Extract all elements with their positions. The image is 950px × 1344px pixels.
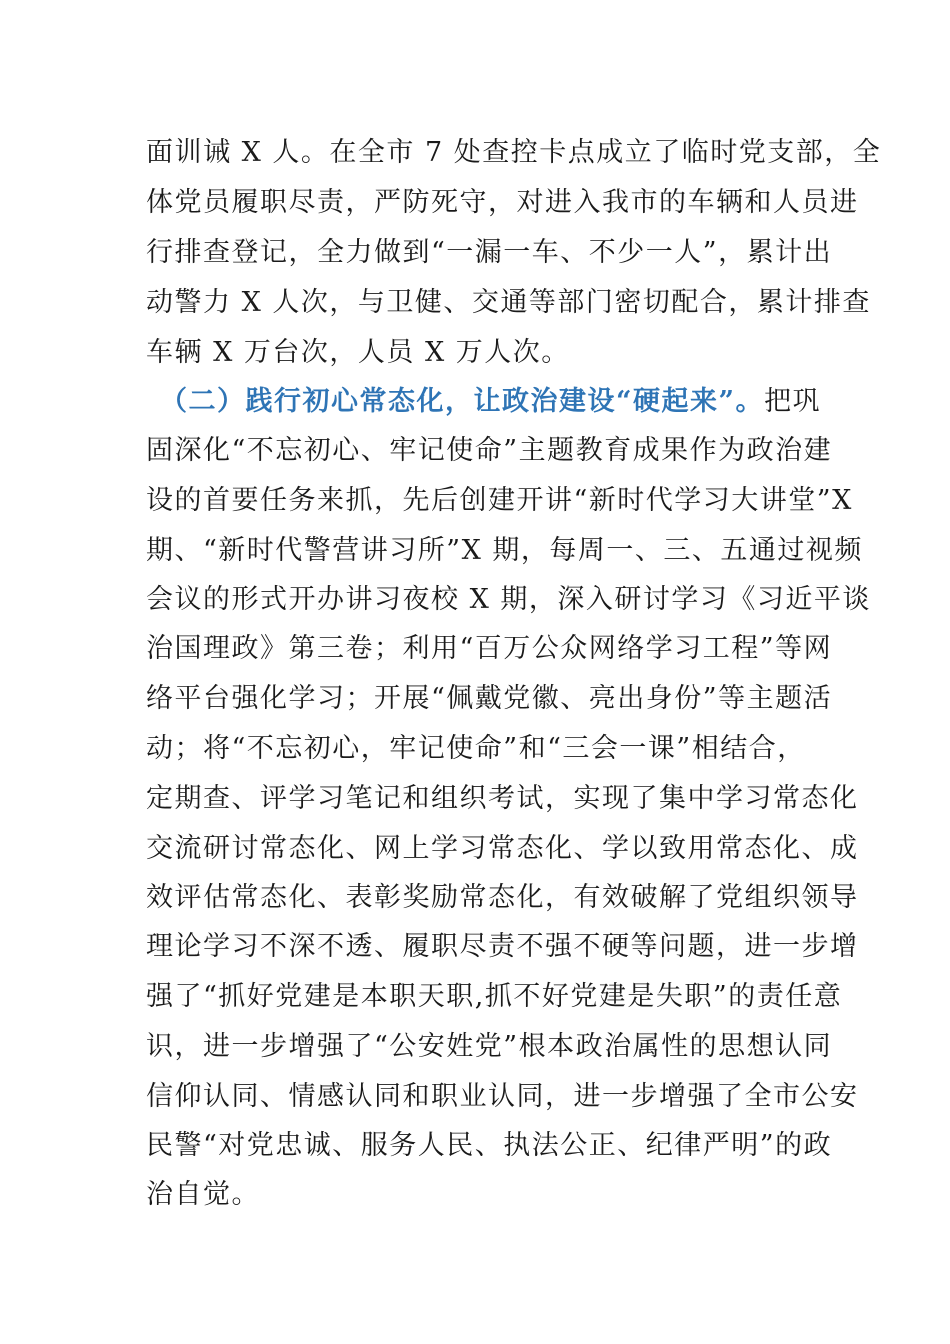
paragraph-line: 定期查、评学习笔记和组织考试，实现了集中学习常态化	[146, 783, 859, 814]
section-heading-line	[160, 377, 821, 427]
paragraph-line: 面训诫 X 人。在全市 7 处查控卡点成立了临时党支部，全	[146, 137, 882, 168]
paragraph-line: 治国理政》第三卷；利用“百万公众网络学习工程”等网	[146, 633, 833, 664]
section-heading: （二）践行初心常态化，让政治建设“硬起来”。	[160, 386, 765, 417]
paragraph-line: 会议的形式开办讲习夜校 X 期，深入研讨学习《习近平谈	[146, 584, 871, 615]
paragraph-line: 体党员履职尽责，严防死守，对进入我市的车辆和人员进	[146, 187, 859, 218]
paragraph-line: 信仰认同、情感认同和职业认同，进一步增强了全市公安	[146, 1081, 859, 1112]
paragraph-line: 识，进一步增强了“公安姓党”根本政治属性的思想认同	[146, 1031, 833, 1062]
paragraph-line: 强了“抓好党建是本职天职,抓不好党建是失职”的责任意	[146, 981, 843, 1012]
paragraph-line: 民警“对党忠诚、服务人民、执法公正、纪律严明”的政	[146, 1130, 833, 1161]
paragraph-line: 期、“新时代警营讲习所”X 期，每周一、三、五通过视频	[146, 535, 863, 566]
paragraph-line: 设的首要任务来抓，先后创建开讲“新时代学习大讲堂”X	[146, 485, 853, 516]
paragraph-line: 行排查登记，全力做到“一漏一车、不少一人”，累计出	[146, 237, 833, 268]
paragraph-line: 动；将“不忘初心，牢记使命”和“三会一课”相结合，	[146, 733, 806, 764]
paragraph-line: 治自觉。	[146, 1179, 260, 1210]
paragraph-line: 车辆 X 万台次，人员 X 万人次。	[146, 337, 570, 368]
paragraph-line: 交流研讨常态化、网上学习常态化、学以致用常态化、成	[146, 833, 859, 864]
paragraph-line: 固深化“不忘初心、牢记使命”主题教育成果作为政治建	[146, 435, 833, 466]
paragraph-line: 动警力 X 人次，与卫健、交通等部门密切配合，累计排查	[146, 287, 871, 318]
paragraph-line: 络平台强化学习；开展“佩戴党徽、亮出身份”等主题活	[146, 683, 833, 714]
paragraph-line: 效评估常态化、表彰奖励常态化，有效破解了党组织领导	[146, 882, 859, 913]
section-first-line-text: 把巩	[764, 386, 822, 417]
paragraph-line: 理论学习不深不透、履职尽责不强不硬等问题，进一步增	[146, 931, 859, 962]
